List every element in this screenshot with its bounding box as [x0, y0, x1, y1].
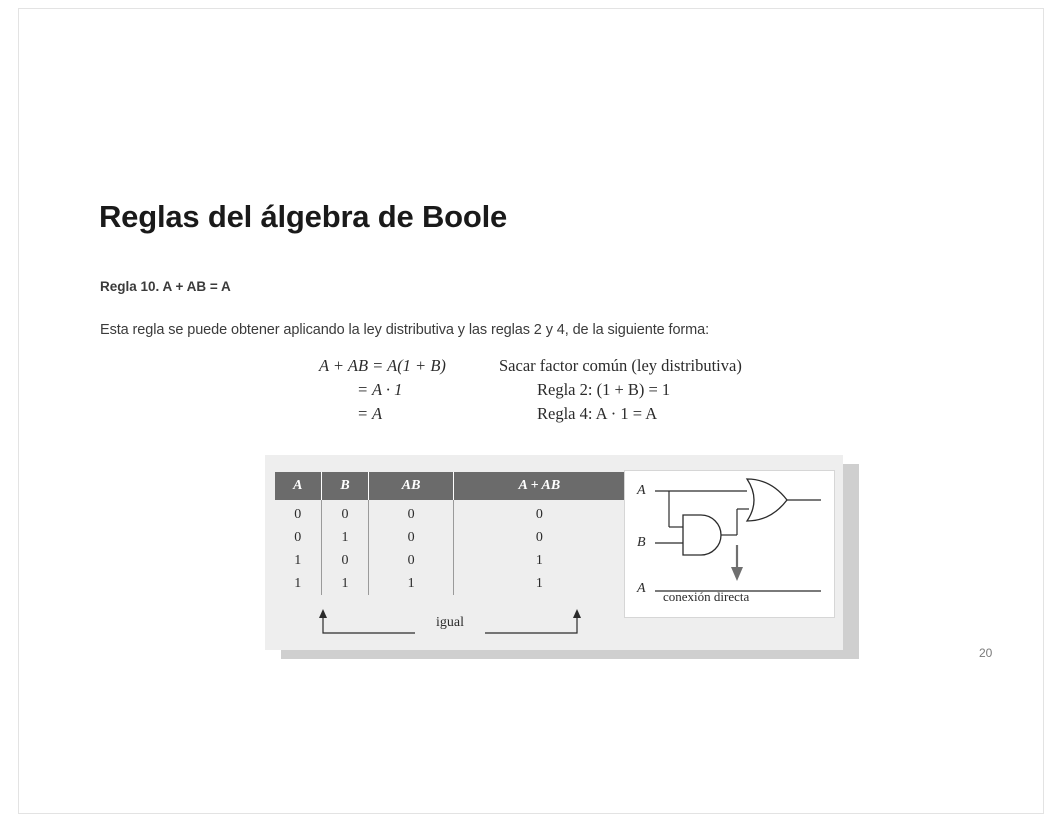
circuit-caption: conexión directa — [663, 589, 750, 604]
table-row — [275, 526, 625, 549]
cell: 0 — [453, 500, 625, 526]
circuit-input-label-a-top: A — [637, 483, 646, 498]
derivation-rhs: Sacar factor común (ley distributiva) — [499, 356, 742, 375]
table-header-row — [275, 472, 625, 500]
cell: 0 — [275, 526, 321, 549]
cell: 1 — [453, 572, 625, 595]
derivation-rhs: Regla 4: A · 1 = A — [537, 404, 658, 423]
table-row — [275, 572, 625, 595]
table-row — [275, 549, 625, 572]
derivation-rhs: Regla 2: (1 + B) = 1 — [537, 380, 671, 399]
cell: 0 — [369, 500, 453, 526]
cell: 1 — [369, 572, 453, 595]
page-number: 20 — [979, 646, 993, 660]
cell: 1 — [453, 549, 625, 572]
cell: 0 — [369, 526, 453, 549]
derivation-lhs: = A · 1 — [357, 380, 403, 399]
cell: 0 — [321, 549, 369, 572]
cell: 0 — [369, 549, 453, 572]
cell: 1 — [275, 549, 321, 572]
column-header-a: A — [275, 472, 321, 500]
page-title: Reglas del álgebra de Boole — [99, 199, 508, 234]
derivation-lhs: = A — [357, 404, 383, 423]
cell: 0 — [275, 500, 321, 526]
equal-annotation — [275, 605, 625, 645]
circuit-input-label-a-bottom: A — [637, 581, 646, 596]
derivation-block — [319, 356, 742, 428]
cell: 0 — [321, 500, 369, 526]
logic-circuit-diagram — [624, 470, 835, 618]
cell: 1 — [275, 572, 321, 595]
column-header-ab: AB — [369, 472, 453, 500]
rule-label: Regla 10. A + AB = A — [100, 279, 231, 294]
equal-label: igual — [436, 615, 464, 630]
table-row — [275, 500, 625, 526]
cell: 1 — [321, 572, 369, 595]
intro-text: Esta regla se puede obtener aplicando la ley distributiva y las reglas 2 y 4, de la siguiente forma: — [100, 322, 710, 338]
truth-table-wrapper — [275, 472, 625, 595]
cell: 1 — [321, 526, 369, 549]
derivation-row — [319, 404, 742, 428]
derivation-row — [319, 380, 742, 404]
truth-table — [275, 472, 625, 595]
column-header-b: B — [321, 472, 369, 500]
slide — [18, 8, 1044, 814]
derivation-row — [319, 356, 742, 380]
derivation-lhs: A + AB = A(1 + B) — [319, 356, 446, 375]
circuit-input-label-b: B — [637, 535, 646, 550]
column-header-a-plus-ab: A + AB — [453, 472, 625, 500]
truth-table-figure — [265, 455, 843, 650]
cell: 0 — [453, 526, 625, 549]
